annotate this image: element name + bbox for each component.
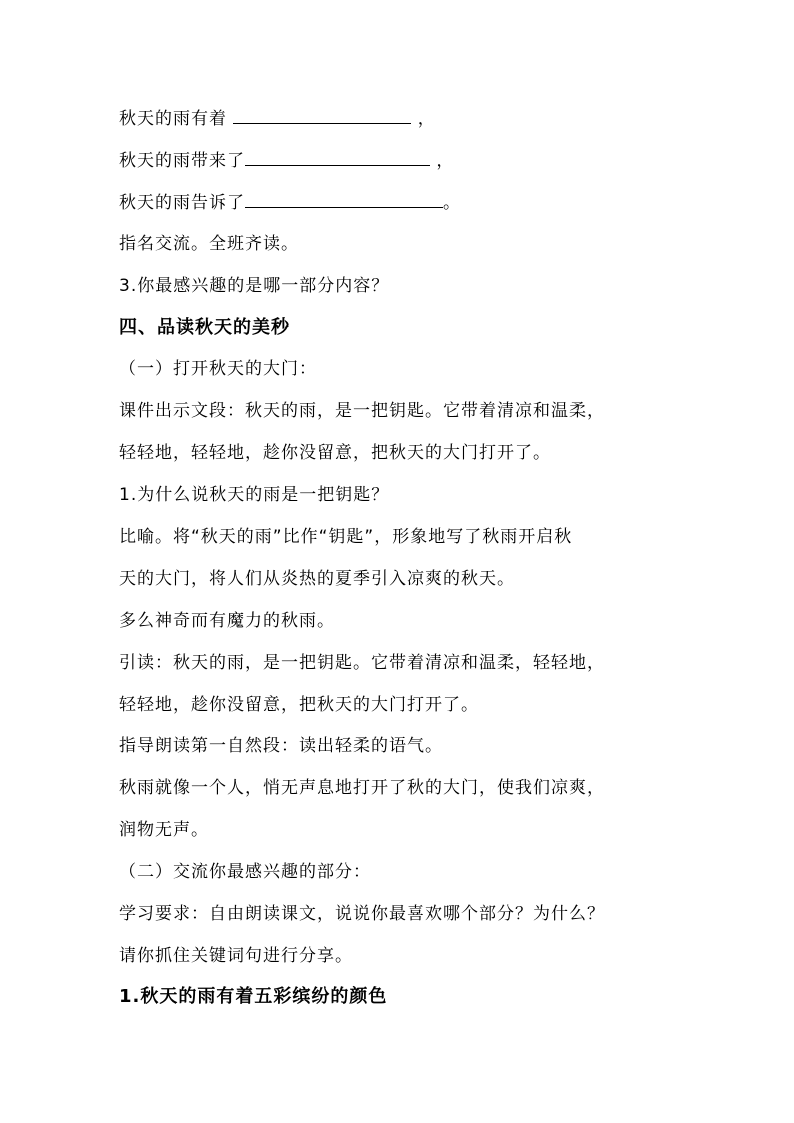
- line-text: 秋天的雨带来了: [119, 151, 245, 171]
- section-heading: 四、品读秋天的美秒: [119, 317, 290, 338]
- question-line: 1.为什么说秋天的雨是一把钥匙？: [119, 485, 390, 505]
- paragraph-line: 天的大门，将人们从炎热的夏季引入凉爽的秋天。: [119, 569, 515, 589]
- subsection-heading: （一）打开秋天的大门：: [119, 359, 317, 379]
- paragraph-line: 轻轻地，趁你没留意，把秋天的大门打开了。: [119, 695, 479, 715]
- subsection-heading: （二）交流你最感兴趣的部分：: [119, 862, 371, 882]
- line-text: 秋天的雨有着: [119, 109, 234, 129]
- question-line: 3.你最感兴趣的是哪一部分内容？: [119, 276, 390, 296]
- answer-blank: [233, 106, 411, 124]
- line-text: ，: [411, 109, 436, 129]
- fill-blank-line-brings: [119, 148, 454, 173]
- paragraph-line: 指导朗读第一自然段：读出轻柔的语气。: [119, 736, 443, 756]
- paragraph-line: 多么神奇而有魔力的秋雨。: [119, 611, 335, 631]
- fill-blank-line-colors: [119, 106, 436, 131]
- line-text: 。: [443, 193, 461, 213]
- paragraph-line: 指名交流。全班齐读。: [119, 234, 299, 254]
- answer-blank: [245, 190, 443, 208]
- paragraph-line: 轻轻地，轻轻地，趁你没留意，把秋天的大门打开了。: [119, 443, 551, 463]
- fill-blank-line-tells: [119, 190, 461, 215]
- paragraph-line: 秋雨就像一个人，悄无声息地打开了秋的大门，使我们凉爽，: [119, 778, 605, 798]
- paragraph-line: 请你抓住关键词句进行分享。: [119, 946, 353, 966]
- paragraph-line: 学习要求：自由朗读课文，说说你最喜欢哪个部分？为什么？: [119, 904, 605, 924]
- paragraph-line: 课件出示文段：秋天的雨，是一把钥匙。它带着清凉和温柔，: [119, 401, 605, 421]
- paragraph-line: 润物无声。: [119, 820, 209, 840]
- paragraph-line: 引读：秋天的雨，是一把钥匙。它带着清凉和温柔，轻轻地，: [119, 653, 605, 673]
- line-text: ，: [430, 151, 455, 171]
- line-text: 秋天的雨告诉了: [119, 193, 245, 213]
- paragraph-line: 比喻。将“秋天的雨”比作“钥匙”，形象地写了秋雨开启秋: [119, 527, 573, 547]
- point-heading: 1.秋天的雨有着五彩缤纷的颜色: [119, 986, 388, 1007]
- answer-blank: [245, 148, 430, 166]
